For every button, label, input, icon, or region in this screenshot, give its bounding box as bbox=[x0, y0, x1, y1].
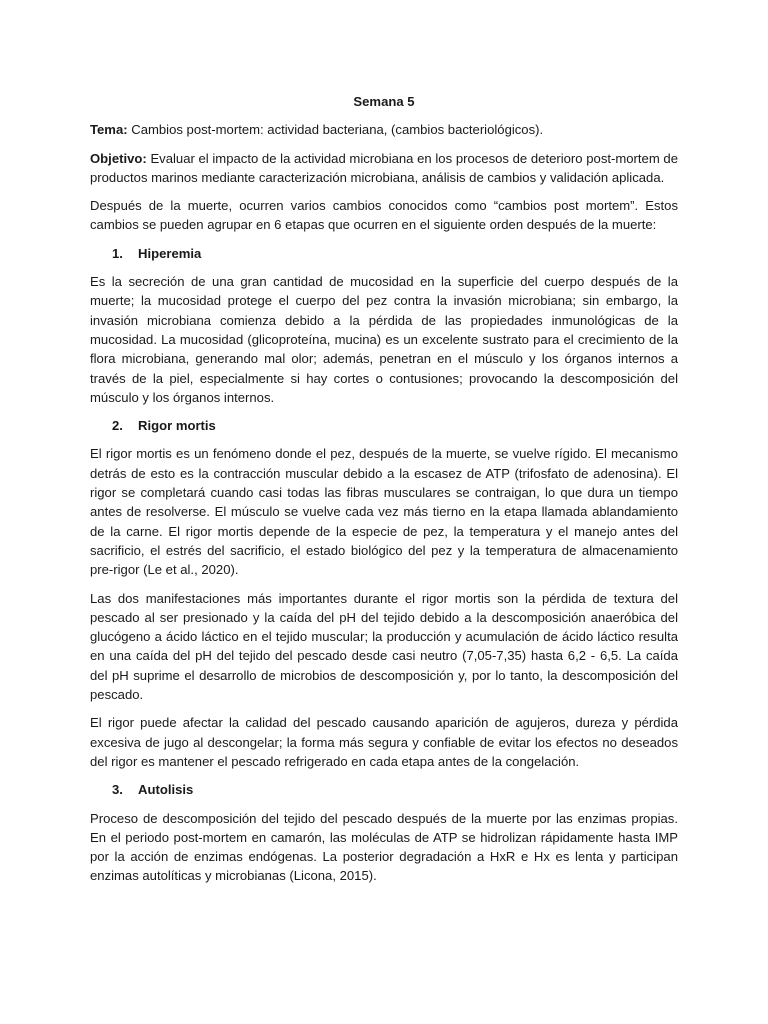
objetivo-text: Evaluar el impacto de la actividad microbiana en los procesos de deterioro post-mortem de productos marinos mediante caracterización microbiana, análisis de cambios y validación aplicada. bbox=[90, 150, 678, 185]
section-number: 2. bbox=[112, 418, 123, 434]
document-body bbox=[90, 92, 678, 895]
tema-paragraph bbox=[90, 120, 678, 139]
section-title: Autolisis bbox=[138, 782, 194, 798]
section-heading-autolisis bbox=[90, 780, 678, 799]
tema-label: Tema: bbox=[90, 122, 128, 138]
section-heading-hiperemia bbox=[90, 244, 678, 263]
section-heading-rigor-mortis bbox=[90, 416, 678, 435]
rigor-paragraph-1: El rigor mortis es un fenómeno donde el pez, después de la muerte, se vuelve rígido. El mecanismo detrás de esto es la contracción muscular debido a la escasez de ATP (trifosfato de adenosina). El rigor se completará cuando casi todas las fibras musculares se contraigan, lo que dura un tiempo antes de resolverse. El músculo se vuelve cada vez más tierno en la etapa llamada ablandamiento de la carne. El rigor mortis depende de la especie de pez, la temperatura y el manejo antes del sacrificio, el estrés del sacrificio, el estado biológico del pez y la temperatura de almacenamiento pre-rigor (Le et al., 2020). bbox=[90, 446, 678, 578]
section-number: 3. bbox=[112, 782, 123, 798]
document-title: Semana 5 bbox=[353, 94, 415, 109]
section-number: 1. bbox=[112, 245, 123, 261]
objetivo-label: Objetivo: bbox=[90, 150, 147, 166]
intro-paragraph: Después de la muerte, ocurren varios cambios conocidos como “cambios post mortem”. Estos cambios se pueden agrupar en 6 etapas que ocurren en el siguiente orden después de la muerte: bbox=[90, 198, 678, 233]
tema-text: Cambios post-mortem: actividad bacteriana, (cambios bacteriológicos). bbox=[131, 122, 544, 138]
autolisis-paragraph: Proceso de descomposición del tejido del pescado después de la muerte por las enzimas propias. En el periodo post-mortem en camarón, las moléculas de ATP se hidrolizan rápidamente hasta IMP por la acción de enzimas endógenas. La posterior degradación a HxR e Hx es lenta y participan enzimas autolíticas y microbianas (Licona, 2015). bbox=[90, 810, 678, 884]
rigor-paragraph-3: El rigor puede afectar la calidad del pescado causando aparición de agujeros, dureza y pérdida excesiva de jugo al descongelar; la forma más segura y confiable de evitar los efectos no deseados del rigor es mantener el pescado refrigerado en cada etapa antes de la congelación. bbox=[90, 715, 678, 769]
section-title: Rigor mortis bbox=[138, 418, 216, 434]
objetivo-paragraph bbox=[90, 149, 678, 188]
rigor-paragraph-2: Las dos manifestaciones más importantes durante el rigor mortis son la pérdida de textura del pescado al ser presionado y la caída del pH del tejido debido a la descomposición anaeróbica del glucógeno a ácido láctico en el tejido muscular; la producción y acumulación de ácido láctico resulta en una caída del pH del tejido del pescado desde casi neutro (7,05-7,35) hasta 6,2 - 6,5. La caída del pH suprime el desarrollo de microbios de descomposición y, por lo tanto, la descomposición del pescado. bbox=[90, 590, 678, 703]
hiperemia-paragraph: Es la secreción de una gran cantidad de mucosidad en la superficie del cuerpo después de la muerte; la mucosidad protege el cuerpo del pez contra la invasión microbiana; sin embargo, la invasión microbiana comienza debido a la pérdida de las propiedades inmunológicas de la mucosidad. La mucosidad (glicoproteína, mucina) es un excelente sustrato para el crecimiento de la flora microbiana, generando mal olor; además, penetran en el músculo y los órganos internos a través de la piel, especialmente si hay cortes o contusiones; provocando la descomposición del músculo y los órganos internos. bbox=[90, 274, 678, 405]
section-title: Hiperemia bbox=[138, 245, 202, 261]
